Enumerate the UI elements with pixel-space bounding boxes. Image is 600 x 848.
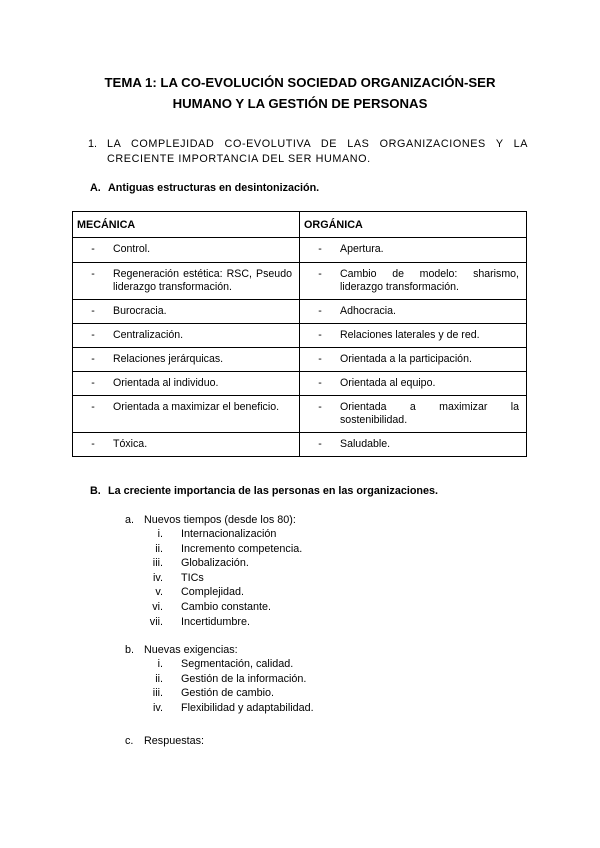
list-item-text: Complejidad.: [181, 586, 245, 599]
list-item-number: iv.: [153, 571, 163, 584]
cell-text: Orientada al equipo.: [340, 377, 436, 389]
title-line-1: TEMA 1: LA CO-EVOLUCIÓN SOCIEDAD ORGANIZACIÓN-SER: [104, 75, 496, 90]
list-item-text: Flexibilidad y adaptabilidad.: [181, 701, 314, 714]
list-item: [125, 615, 575, 630]
cell-text: Burocracia.: [113, 305, 167, 317]
list-b-items: [125, 657, 575, 715]
header-organica: ORGÁNICA: [300, 212, 527, 238]
bullet-dash: -: [91, 438, 95, 450]
bullet-dash: -: [91, 401, 95, 413]
bullet-dash: -: [318, 401, 322, 413]
list-item: [125, 585, 575, 600]
cell-mecanica: [73, 300, 300, 324]
list-b-label: Nuevas exigencias:: [144, 644, 238, 656]
list-item-text: Gestión de cambio.: [181, 687, 275, 700]
bullet-dash: -: [318, 353, 322, 365]
subsection-b-text: La creciente importancia de las personas en las organizaciones.: [108, 485, 439, 497]
subsection-b-letter: B.: [90, 485, 101, 497]
cell-text: Centralización.: [113, 329, 184, 341]
list-c-heading: [125, 735, 204, 747]
list-item-number: iii.: [152, 687, 163, 700]
bullet-dash: -: [91, 268, 95, 280]
bullet-dash: -: [318, 329, 322, 341]
table-header-row: [73, 212, 527, 238]
list-item-number: i.: [157, 658, 163, 670]
list-item: [125, 657, 575, 672]
section-1-number: 1.: [88, 138, 98, 150]
list-item-text: Incertidumbre.: [181, 615, 251, 628]
list-c: [125, 735, 204, 747]
cell-mecanica: [73, 263, 300, 300]
list-item-number: ii.: [155, 542, 163, 555]
cell-text: Orientada al individuo.: [113, 377, 219, 389]
bullet-dash: -: [318, 377, 322, 389]
cell-organica: [300, 300, 527, 324]
bullet-dash: -: [91, 377, 95, 389]
subsection-a-heading: [90, 182, 319, 194]
cell-organica: [300, 433, 527, 457]
list-a-letter: a.: [125, 514, 135, 526]
title-line-2: HUMANO Y LA GESTIÓN DE PERSONAS: [172, 96, 428, 111]
cell-mecanica: [73, 433, 300, 457]
table-row: [73, 300, 527, 324]
cell-mecanica: [73, 372, 300, 396]
list-item-text: Internacionalización: [181, 528, 277, 540]
cell-text: Relaciones jerárquicas.: [113, 353, 224, 365]
list-item: [125, 672, 575, 687]
cell-mecanica: [73, 238, 300, 263]
list-item-text: TICs: [181, 571, 204, 584]
list-item-text: Segmentación, calidad.: [181, 658, 294, 670]
table-row: [73, 238, 527, 263]
cell-text: Tóxica.: [113, 438, 148, 450]
subsection-b-heading: [90, 485, 438, 497]
cell-text: Orientada a maximizar la sostenibilidad.: [340, 401, 519, 426]
list-item-text: Cambio constante.: [181, 600, 272, 613]
bullet-dash: -: [318, 268, 322, 280]
list-item: [125, 556, 575, 571]
section-1-heading: [88, 137, 528, 167]
cell-organica: [300, 348, 527, 372]
list-b: [125, 644, 575, 715]
list-item-number: v.: [155, 586, 163, 599]
comparison-table: [72, 211, 527, 457]
list-item: [125, 701, 575, 716]
subsection-a-letter: A.: [90, 182, 101, 194]
bullet-dash: -: [318, 305, 322, 317]
cell-organica: [300, 396, 527, 433]
table-row: [73, 372, 527, 396]
list-item: [125, 600, 575, 615]
list-c-letter: c.: [125, 735, 134, 747]
list-item: [125, 571, 575, 586]
document-title: [60, 72, 540, 114]
list-a-label: Nuevos tiempos (desde los 80):: [144, 514, 296, 526]
cell-mecanica: [73, 396, 300, 433]
list-b-letter: b.: [125, 644, 135, 656]
list-a: [125, 514, 575, 629]
cell-organica: [300, 263, 527, 300]
cell-text: Relaciones laterales y de red.: [340, 329, 480, 341]
table-row: [73, 396, 527, 433]
bullet-dash: -: [318, 438, 322, 450]
table-row: [73, 433, 527, 457]
bullet-dash: -: [91, 353, 95, 365]
cell-text: Saludable.: [340, 438, 391, 450]
bullet-dash: -: [91, 305, 95, 317]
list-item-text: Globalización.: [181, 557, 249, 570]
bullet-dash: -: [91, 243, 95, 255]
cell-text: Cambio de modelo: sharismo, liderazgo transformación.: [340, 268, 519, 293]
list-item-text: Incremento competencia.: [181, 542, 303, 555]
table-row: [73, 348, 527, 372]
cell-organica: [300, 324, 527, 348]
cell-mecanica: [73, 348, 300, 372]
cell-text: Apertura.: [340, 243, 384, 255]
section-1-text: LA COMPLEJIDAD CO-EVOLUTIVA DE LAS ORGANIZACIONES Y LA CRECIENTE IMPORTANCIA DEL SER HUMANO.: [107, 138, 528, 165]
cell-text: Adhocracia.: [340, 305, 396, 317]
list-item: [125, 542, 575, 557]
table-body: [73, 238, 527, 457]
bullet-dash: -: [318, 243, 322, 255]
list-item-number: ii.: [155, 672, 163, 685]
list-item-text: Gestión de la información.: [181, 672, 307, 685]
header-mecanica: MECÁNICA: [73, 212, 300, 238]
table-row: [73, 263, 527, 300]
list-item-number: iv.: [153, 701, 163, 714]
list-a-items: [125, 527, 575, 629]
cell-mecanica: [73, 324, 300, 348]
subsection-a-text: Antiguas estructuras en desintonización.: [108, 182, 320, 194]
bullet-dash: -: [91, 329, 95, 341]
cell-organica: [300, 238, 527, 263]
list-item-number: vii.: [149, 615, 163, 628]
list-b-heading: [125, 644, 575, 656]
cell-text: Orientada a la participación.: [340, 353, 472, 365]
list-item: [125, 686, 575, 701]
cell-text: Regeneración estética: RSC, Pseudo liderazgo transformación.: [113, 268, 292, 293]
list-a-heading: [125, 514, 575, 526]
list-item-number: vi.: [152, 600, 163, 613]
cell-text: Orientada a maximizar el beneficio.: [113, 401, 280, 413]
list-item-number: i.: [157, 528, 163, 540]
list-item-number: iii.: [152, 557, 163, 570]
table-row: [73, 324, 527, 348]
cell-organica: [300, 372, 527, 396]
list-c-label: Respuestas:: [144, 735, 205, 747]
list-item: [125, 527, 575, 542]
cell-text: Control.: [113, 243, 151, 255]
